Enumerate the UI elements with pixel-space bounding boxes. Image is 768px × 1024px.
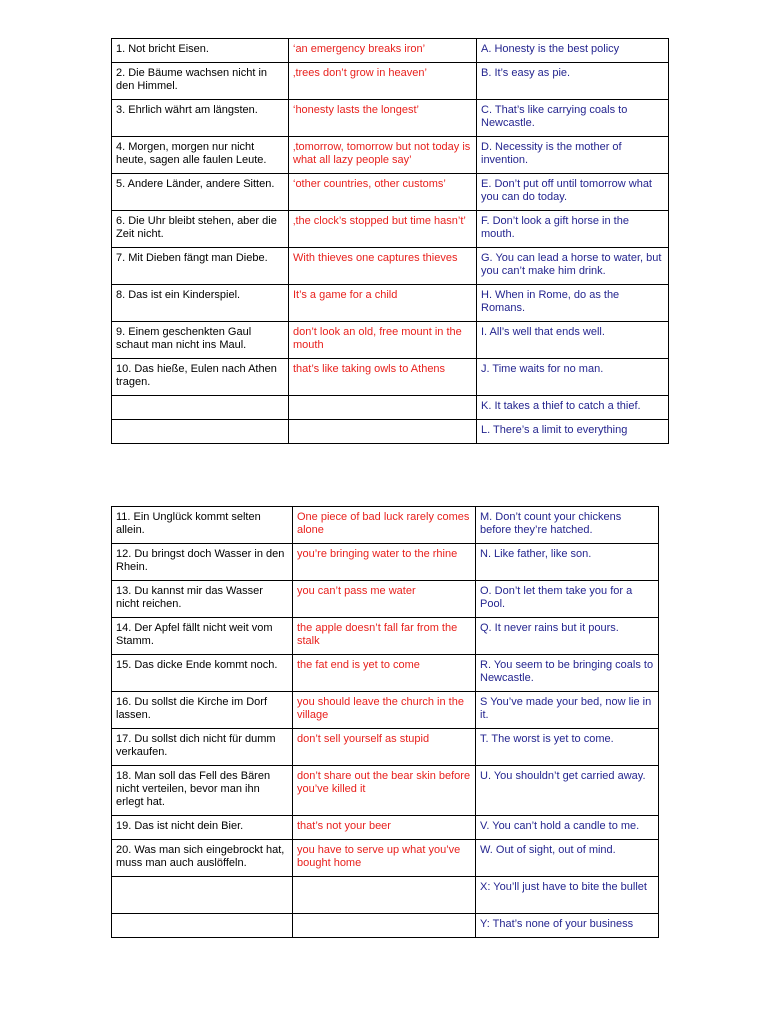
literal-translation-cell: ‚trees don’t grow in heaven’ [289,63,477,100]
english-equivalent-cell: U. You shouldn’t get carried away. [476,766,659,816]
english-equivalent-cell: H. When in Rome, do as the Romans. [477,285,669,322]
german-proverb-cell: 15. Das dicke Ende kommt noch. [112,655,293,692]
german-proverb-cell: 20. Was man sich eingebrockt hat, muss man auch auslöffeln. [112,840,293,877]
german-proverb-cell: 13. Du kannst mir das Wasser nicht reichen. [112,581,293,618]
table-row [112,174,669,211]
german-proverb-cell: 17. Du sollst dich nicht für dumm verkaufen. [112,729,293,766]
german-proverb-cell: 11. Ein Unglück kommt selten allein. [112,507,293,544]
english-equivalent-cell: G. You can lead a horse to water, but you can’t make him drink. [477,248,669,285]
literal-translation-cell: don’t sell yourself as stupid [293,729,476,766]
literal-translation-cell: you have to serve up what you’ve bought home [293,840,476,877]
english-equivalent-cell: S You’ve made your bed, now lie in it. [476,692,659,729]
literal-translation-cell: It’s a game for a child [289,285,477,322]
proverbs-table-1 [111,38,669,444]
german-proverb-cell: 18. Man soll das Fell des Bären nicht verteilen, bevor man ihn erlegt hat. [112,766,293,816]
table-row [112,544,659,581]
table-row [112,914,659,938]
table-row [112,420,669,444]
literal-translation-cell: ‚tomorrow, tomorrow but not today is what all lazy people say’ [289,137,477,174]
table-row [112,39,669,63]
literal-translation-cell: ‘honesty lasts the longest’ [289,100,477,137]
literal-translation-cell: that’s not your beer [293,816,476,840]
literal-translation-cell: ‚the clock’s stopped but time hasn’t’ [289,211,477,248]
german-proverb-cell: 3. Ehrlich währt am längsten. [112,100,289,137]
german-proverb-cell: 4. Morgen, morgen nur nicht heute, sagen alle faulen Leute. [112,137,289,174]
german-proverb-cell: 16. Du sollst die Kirche im Dorf lassen. [112,692,293,729]
english-equivalent-cell: J. Time waits for no man. [477,359,669,396]
german-proverb-cell: 8. Das ist ein Kinderspiel. [112,285,289,322]
table-row [112,618,659,655]
literal-translation-cell: the apple doesn’t fall far from the stalk [293,618,476,655]
table-row [112,840,659,877]
literal-translation-cell [289,420,477,444]
german-proverb-cell: 5. Andere Länder, andere Sitten. [112,174,289,211]
german-proverb-cell [112,396,289,420]
table-row [112,211,669,248]
german-proverb-cell: 12. Du bringst doch Wasser in den Rhein. [112,544,293,581]
table-row [112,396,669,420]
literal-translation-cell: the fat end is yet to come [293,655,476,692]
literal-translation-cell: you’re bringing water to the rhine [293,544,476,581]
german-proverb-cell: 14. Der Apfel fällt nicht weit vom Stamm. [112,618,293,655]
literal-translation-cell [293,877,476,914]
english-equivalent-cell: E. Don’t put off until tomorrow what you can do today. [477,174,669,211]
proverbs-table-2 [111,506,659,938]
english-equivalent-cell: R. You seem to be bringing coals to Newcastle. [476,655,659,692]
german-proverb-cell [112,914,293,938]
english-equivalent-cell: Q. It never rains but it pours. [476,618,659,655]
table-row [112,729,659,766]
literal-translation-cell: ‘other countries, other customs’ [289,174,477,211]
table-row [112,766,659,816]
english-equivalent-cell: W. Out of sight, out of mind. [476,840,659,877]
table-row [112,359,669,396]
literal-translation-cell: With thieves one captures thieves [289,248,477,285]
table-row [112,877,659,914]
german-proverb-cell: 10. Das hieße, Eulen nach Athen tragen. [112,359,289,396]
english-equivalent-cell: I. All’s well that ends well. [477,322,669,359]
table-row [112,816,659,840]
english-equivalent-cell: Y: That’s none of your business [476,914,659,938]
english-equivalent-cell: M. Don’t count your chickens before they’re hatched. [476,507,659,544]
table-row [112,507,659,544]
german-proverb-cell [112,420,289,444]
table-row [112,63,669,100]
english-equivalent-cell: L. There’s a limit to everything [477,420,669,444]
english-equivalent-cell: A. Honesty is the best policy [477,39,669,63]
german-proverb-cell [112,877,293,914]
english-equivalent-cell: K. It takes a thief to catch a thief. [477,396,669,420]
literal-translation-cell: you should leave the church in the village [293,692,476,729]
table-row [112,692,659,729]
literal-translation-cell: ‘an emergency breaks iron’ [289,39,477,63]
english-equivalent-cell: O. Don’t let them take you for a Pool. [476,581,659,618]
german-proverb-cell: 1. Not bricht Eisen. [112,39,289,63]
literal-translation-cell: don’t look an old, free mount in the mouth [289,322,477,359]
table-row [112,285,669,322]
literal-translation-cell: you can’t pass me water [293,581,476,618]
english-equivalent-cell: D. Necessity is the mother of invention. [477,137,669,174]
table-row [112,100,669,137]
table-row [112,137,669,174]
english-equivalent-cell: B. It’s easy as pie. [477,63,669,100]
german-proverb-cell: 2. Die Bäume wachsen nicht in den Himmel. [112,63,289,100]
german-proverb-cell: 9. Einem geschenkten Gaul schaut man nicht ins Maul. [112,322,289,359]
table-row [112,322,669,359]
literal-translation-cell: that’s like taking owls to Athens [289,359,477,396]
german-proverb-cell: 19. Das ist nicht dein Bier. [112,816,293,840]
literal-translation-cell [289,396,477,420]
english-equivalent-cell: T. The worst is yet to come. [476,729,659,766]
english-equivalent-cell: V. You can’t hold a candle to me. [476,816,659,840]
literal-translation-cell [293,914,476,938]
table-row [112,248,669,285]
literal-translation-cell: One piece of bad luck rarely comes alone [293,507,476,544]
german-proverb-cell: 6. Die Uhr bleibt stehen, aber die Zeit nicht. [112,211,289,248]
german-proverb-cell: 7. Mit Dieben fängt man Diebe. [112,248,289,285]
english-equivalent-cell: C. That’s like carrying coals to Newcastle. [477,100,669,137]
literal-translation-cell: don’t share out the bear skin before you’ve killed it [293,766,476,816]
table-row [112,581,659,618]
english-equivalent-cell: F. Don’t look a gift horse in the mouth. [477,211,669,248]
table-row [112,655,659,692]
english-equivalent-cell: N. Like father, like son. [476,544,659,581]
english-equivalent-cell: X: You’ll just have to bite the bullet [476,877,659,914]
